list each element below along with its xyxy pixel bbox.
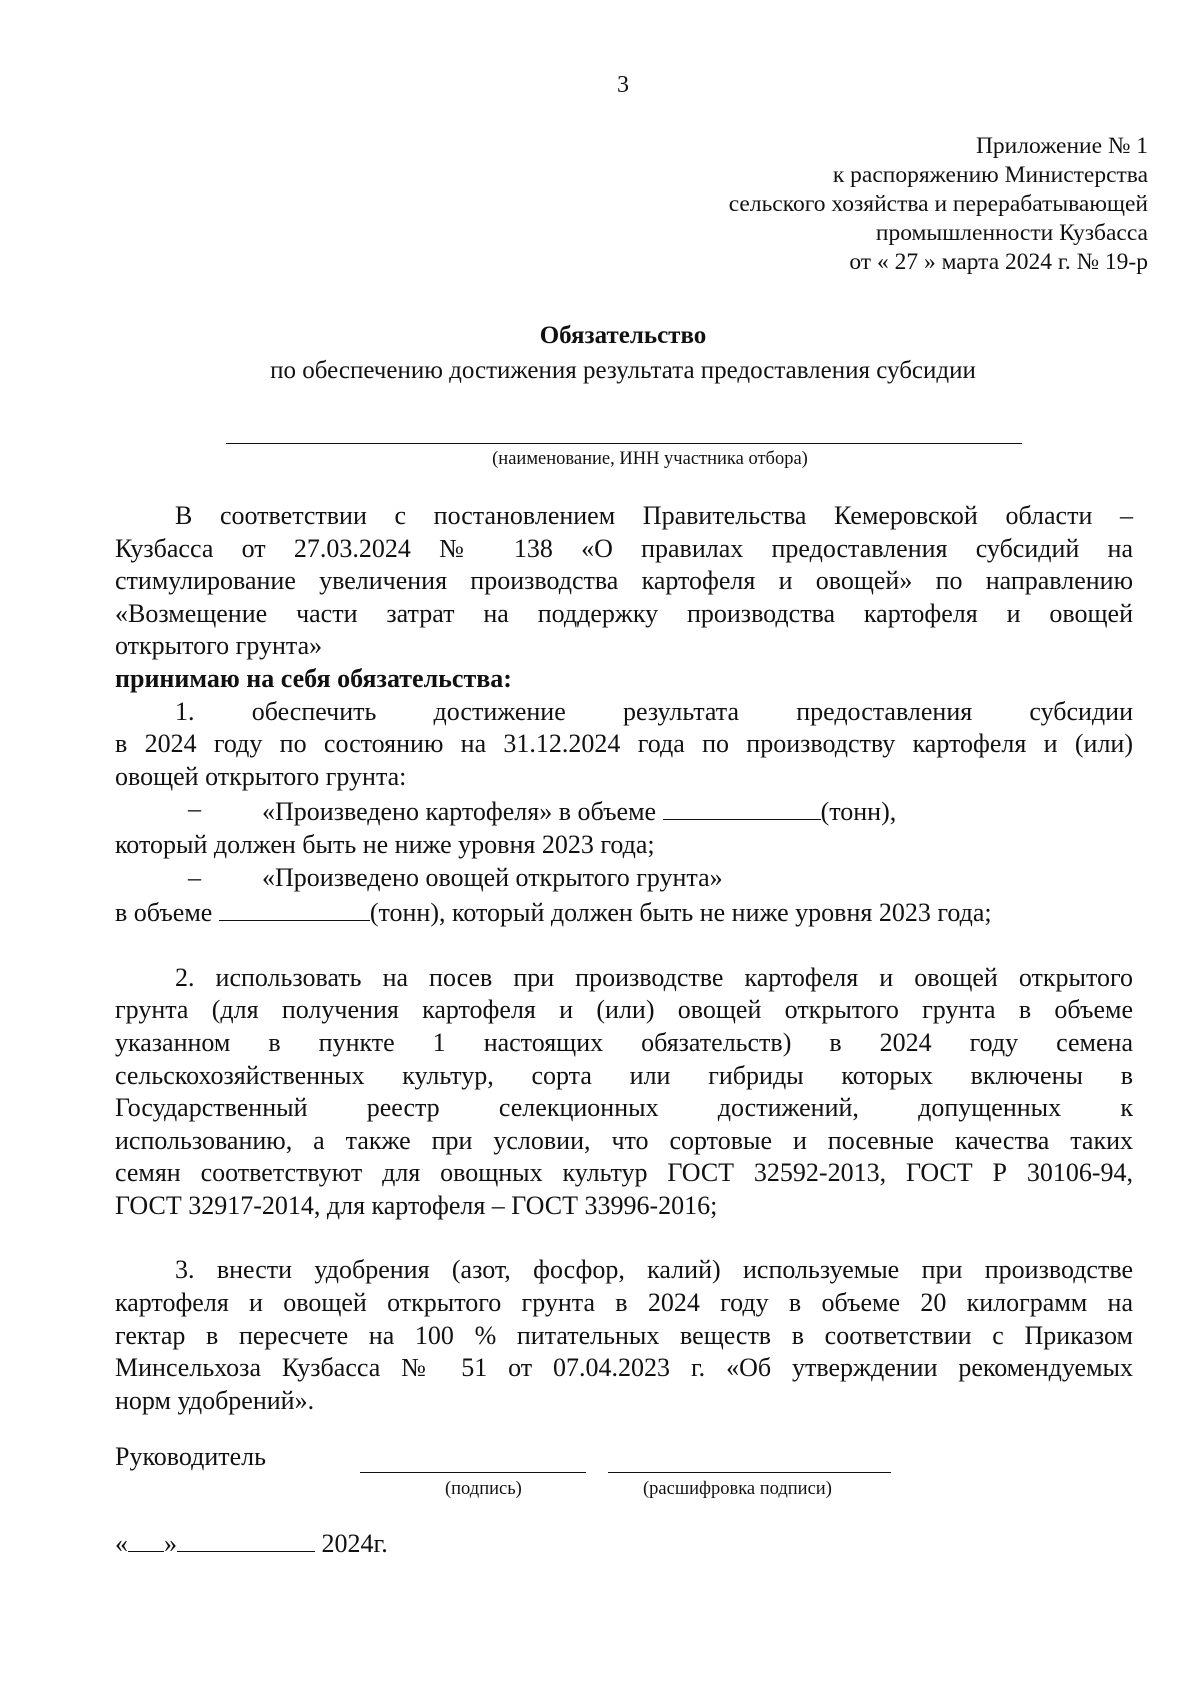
item2-line: ГОСТ 32917-2014, для картофеля – ГОСТ 33996-2016; [115,1190,718,1220]
intro-line: Кузбасса от 27.03.2024 № 138 «О правилах предоставления субсидий на [115,533,1133,563]
appendix-header [528,132,1148,277]
appendix-line: от « 27 » марта 2024 г. № 19-р [849,249,1148,275]
participant-name-field-line [226,443,1022,444]
paragraph-gap [115,930,1133,962]
intro-line: В соответствии с постановлением Правительства Кемеровской области – [175,501,1133,530]
signature-decode-field-line[interactable] [608,1472,891,1473]
vegetable-volume-line [115,894,1133,930]
potato-volume-unit: (тонн), [820,797,897,827]
item2-line: 2. использовать на посев при производстве картофеля и овощей открытого [175,962,1133,992]
date-year: 2024г. [315,1529,388,1558]
signature-field-line[interactable] [360,1472,586,1473]
item2-line: сельскохозяйственных культур, сорта или гибриды которых включены в [115,1060,1133,1090]
intro-line: открытого грунта» [115,631,323,661]
item3-line: норм удобрений». [115,1385,315,1415]
item3-line: гектар в пересчете на 100 % питательных веществ в соответствии с Приказом [115,1320,1133,1350]
item3-line: Минсельхоза Кузбасса № 51 от 07.04.2023 г. «Об утверждении рекомендуемых [115,1353,1133,1383]
date-day-blank[interactable] [128,1525,164,1552]
participant-name-caption: (наименование, ИНН участника отбора) [492,449,808,469]
vegetable-volume-suffix: (тонн), который должен быть не ниже уровня 2023 года; [369,898,992,928]
signature-decode-caption: (расшифровка подписи) [643,1479,832,1499]
item1-line: в 2024 году по состоянию на 31.12.2024 года по производству картофеля и (или) [115,729,1133,759]
item2-line: использованию, а также при условии, что сортовые и посевные качества таких [115,1125,1133,1155]
item3-line: 3. внести удобрения (азот, фосфор, калий) используемые при производстве [175,1255,1133,1285]
page-number: 3 [617,72,629,98]
vegetable-volume-item [115,862,1133,895]
dash-bullet: – [188,862,201,892]
signature-caption: (подпись) [445,1479,522,1499]
potato-volume-note: который должен быть не ниже уровня 2023 года; [115,829,655,859]
document-body [115,500,1133,1417]
signature-block [115,1442,1133,1502]
intro-line: стимулирование увеличения производства картофеля и овощей» по направлению [115,566,1133,596]
potato-volume-blank[interactable] [663,793,821,820]
vegetable-volume-blank[interactable] [219,894,370,921]
appendix-line: Приложение № 1 [975,133,1148,159]
intro-line: «Возмещение части затрат на поддержку производства картофеля и овощей [115,598,1133,628]
item1-line: 1. обеспечить достижение результата предоставления субсидии [175,696,1133,726]
item2-line: Государственный реестр селекционных достижений, допущенных к [115,1093,1133,1123]
appendix-line: промышленности Кузбасса [875,220,1148,246]
document-title: Обязательство [539,322,707,349]
appendix-line: к распоряжению Министерства [832,162,1148,188]
date-month-blank[interactable] [177,1525,315,1552]
item2-line: указанном в пункте 1 настоящих обязательств) в 2024 году семена [115,1027,1133,1057]
potato-volume-label: «Произведено картофеля» в объеме [262,797,663,827]
signatory-title: Руководитель [115,1442,266,1471]
item3-line: картофеля и овощей открытого грунта в 2024 году в объеме 20 килограмм на [115,1288,1133,1318]
item2-line: грунта (для получения картофеля и (или) овощей открытого грунта в объеме [115,995,1133,1025]
item1-line: овощей открытого грунта: [115,761,407,791]
paragraph-gap [115,1222,1133,1254]
item2-line: семян соответствуют для овощных культур ГОСТ 32592-2013, ГОСТ Р 30106-94, [115,1158,1133,1188]
appendix-line: сельского хозяйства и перерабатывающей [728,191,1148,217]
date-close-quote: » [164,1529,177,1558]
vegetable-volume-prefix: в объеме [115,898,219,928]
potato-volume-item [115,793,1133,829]
vegetable-volume-label: «Произведено овощей открытого грунта» [262,862,723,892]
commitments-heading: принимаю на себя обязательства: [115,663,512,693]
dash-bullet: – [188,794,201,824]
date-line [115,1525,388,1559]
document-subtitle: по обеспечению достижения результата предоставления субсидии [270,357,976,384]
date-open-quote: « [115,1529,128,1558]
